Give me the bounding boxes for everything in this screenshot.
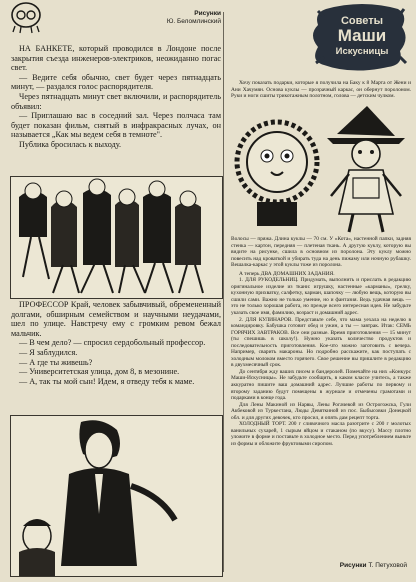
body-text xyxy=(231,236,411,448)
badge-line2: Маши xyxy=(337,26,387,45)
illustration-credit xyxy=(149,10,221,26)
story2-p6: — А, так ты мой сын! Идем, я отведу тебя к маме. xyxy=(19,376,195,386)
professor-drawing xyxy=(11,416,222,576)
story1-p5: Публика бросилась к выходу. xyxy=(19,139,122,149)
cat-toy-illustration xyxy=(231,114,323,230)
right-credit xyxy=(315,562,407,570)
section-intro: А теперь ДВА ДОМАШНИХ ЗАДАНИЯ. xyxy=(239,270,335,277)
badge-line1: Советы xyxy=(340,15,384,27)
story1-p2: — Ведите себя обычно, свет будет через пятнадцать минут, — раздался голос распорядителя. xyxy=(11,72,221,92)
column-divider xyxy=(223,12,224,572)
badge-line3: Искусницы xyxy=(335,46,389,57)
story2-p4: — А где ты живешь? xyxy=(19,357,93,367)
story2-p2: — В чем дело? — спросил сердобольный профессор. xyxy=(19,338,206,348)
right-column xyxy=(225,0,411,582)
section-contest: До сентября жду ваших писем и бандеролей. Помечайте на них «Конкурс Маши-Искусницы». Не забудьте сообщить, в каком классе учитесь, а также аккуратно пишите ваш домашний адрес. Лучшие работы по первому и второму заданию будут помещены в журнале и отмечены грамотами и подарками в конце года. xyxy=(231,368,411,402)
left-column xyxy=(9,0,224,582)
crowd-drawing xyxy=(11,177,222,298)
banquet-story xyxy=(11,44,221,150)
intro-paragraph: Хочу показать подарки, которые я получила на Баку к 8 Марта от Жени и Ани Хачумян. Основа куклы — прозрачный каркас, он обернут поролоном. Руки и ноги сшиты трикотажным полотном, голова — детским чулком. xyxy=(231,80,411,100)
section-crafts: 1. ДЛЯ РУКОДЕЛЬНИЦ. Придумать, выполнить и прислать в редакцию оригинальное изделие из ткани: игрушку, настенные «карманы», грелку, кухонную прихватку, салфетку, карман, шапочку — любую вещь, которую вы сшили сами. Важно не только умение, но и фантазия. Ведь удачная вещь — это не только хорошая работа, но прежде всего интересная идея. Не забудьте указать свое имя, фамилию, возраст и домашний адрес. xyxy=(231,277,411,317)
story2-p3: — Я заблудился. xyxy=(19,347,78,357)
story1-p4: — Приглашаю вас в соседний зал. Через полчаса там будет показан фильм, снятый в инфракрасных лучах, он называется „Как мы ведем себя в темноте". xyxy=(11,111,221,140)
right-credit-name: Т. Петуховой xyxy=(368,562,407,569)
professor-story xyxy=(11,300,221,386)
intro-text xyxy=(231,80,411,100)
section-recipe: ХОЛОДНЫЙ ТОРТ. 200 г сливочного масла разотрите с 200 г молотых ванильных сухарей, 1 сырым яйцом и стаканом (по вкусу). Массу плотно уложите в форме и поставьте в холодное место. Перед употреблением выньте из формы и обложите фруктовыми сиропом. xyxy=(231,421,411,447)
banquet-illustration xyxy=(10,176,223,299)
magazine-logo xyxy=(9,0,43,34)
story1-p1: НА БАНКЕТЕ, который проводился в Лондоне после закрытия съезда инженеров-электриков, неожиданно погас свет. xyxy=(11,44,221,73)
professor-illustration xyxy=(10,415,223,577)
section-cooking: 2. ДЛЯ КУЛИНАРОВ. Представьте себе, что мама уехала на неделю в командировку. Бабушка готовит обед и ужин, а ты — завтрак. Итак: СЕМЬ ГОРЯЧИХ ЗАВТРАКОВ. Все они разные. Время приготовления — 15 минут (ты спешишь в школу!). Нужно указать количество продуктов и последовательность приготовления. Кое-что можно заготовить с вечера. Например, сварить макароны. Но подробно расскажите, как поступать с холодным молоком вместо горячего. Свое решение вы пришлите в редакцию в двухмесячный срок. xyxy=(231,316,411,369)
story2-p1: ПРОФЕССОР Край, человек забывчивый, обремененный долгами, обширным семейством и научными неудачами, шел по улице. Навстречу ему с громким ревом бежал мальчик. xyxy=(11,300,221,338)
section-readers: Для Лены Макиной из Нарвы, Лены Рогачевой из Острогожска, Гули Акбековой из Туркестана, Люды Девяткиной из пос. Быбысовки Донецкой обл. и для других девочек, кто просил, я опять дам рецепт торта. xyxy=(231,401,411,421)
story2-p5: — Университетская улица, дом 8, в мезонине. xyxy=(19,367,180,377)
credit-title: Рисунки xyxy=(194,10,221,17)
credit-name: Ю. Беломлинский xyxy=(166,18,221,25)
body-paragraph: Волосы — пряжа. Длина куклы — 70 см. У «Кота», настенной папки, задняя стенка — картон, передняя — плетеная ткань. А другую куклу, которую вы видите на рисунке, сшила в основном из поролона. Эту куклу можно повесить над кроваткой и убирать туда на день пижаму или ночную рубашку. Вешалка-каркас у этой куклы тоже из поролона. xyxy=(231,236,411,269)
story1-p3: Через пятнадцать минут свет включили, и распорядитель объявил: xyxy=(11,91,221,111)
right-credit-title: Рисунки xyxy=(339,562,367,569)
doll-toy-illustration xyxy=(323,104,409,234)
